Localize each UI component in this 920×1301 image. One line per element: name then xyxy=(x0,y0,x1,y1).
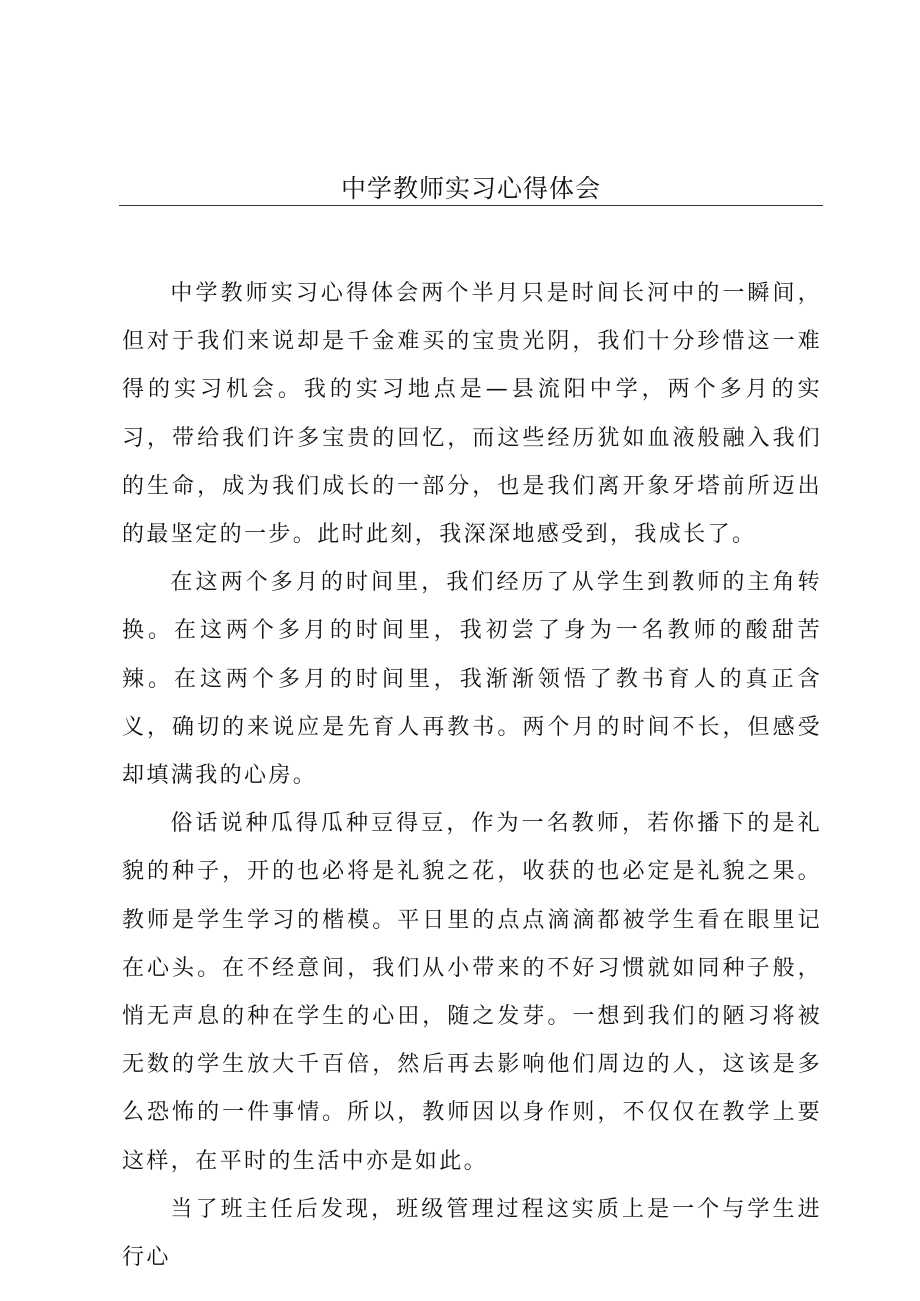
document-body xyxy=(122,270,822,1282)
title-underline xyxy=(119,205,823,206)
paragraph-1: 中学教师实习心得体会两个半月只是时间长河中的一瞬间，但对于我们来说却是千金难买的宝贵光阴，我们十分珍惜这一难得的实习机会。我的实习地点是—县流阳中学，两个多月的实习，带给我们许多宝贵的回忆，而这些经历犹如血液般融入我们的生命，成为我们成长的一部分，也是我们离开象牙塔前所迈出的最坚定的一步。此时此刻，我深深地感受到，我成长了。 xyxy=(122,281,822,548)
paragraph-3: 俗话说种瓜得瓜种豆得豆，作为一名教师，若你播下的是礼貌的种子，开的也必将是礼貌之花，收获的也必定是礼貌之果。教师是学生学习的楷模。平日里的点点滴滴都被学生看在眼里记在心头。在不经意间，我们从小带来的不好习惯就如同种子般，悄无声息的种在学生的心田，随之发芽。一想到我们的陋习将被无数的学生放大千百倍，然后再去影响他们周边的人，这该是多么恐怖的一件事情。所以，教师因以身作则，不仅仅在教学上要这样，在平时的生活中亦是如此。 xyxy=(122,811,822,1174)
document-title: 中学教师实习心得体会 xyxy=(340,174,601,203)
paragraph-2: 在这两个多月的时间里，我们经历了从学生到教师的主角转换。在这两个多月的时间里，我初尝了身为一名教师的酸甜苦辣。在这两个多月的时间里，我渐渐领悟了教书育人的真正含义，确切的来说应是先育人再教书。两个月的时间不长，但感受却填满我的心房。 xyxy=(122,570,822,789)
paragraph-4: 当了班主任后发现，班级管理过程这实质上是一个与学生进行心 xyxy=(122,1196,822,1271)
